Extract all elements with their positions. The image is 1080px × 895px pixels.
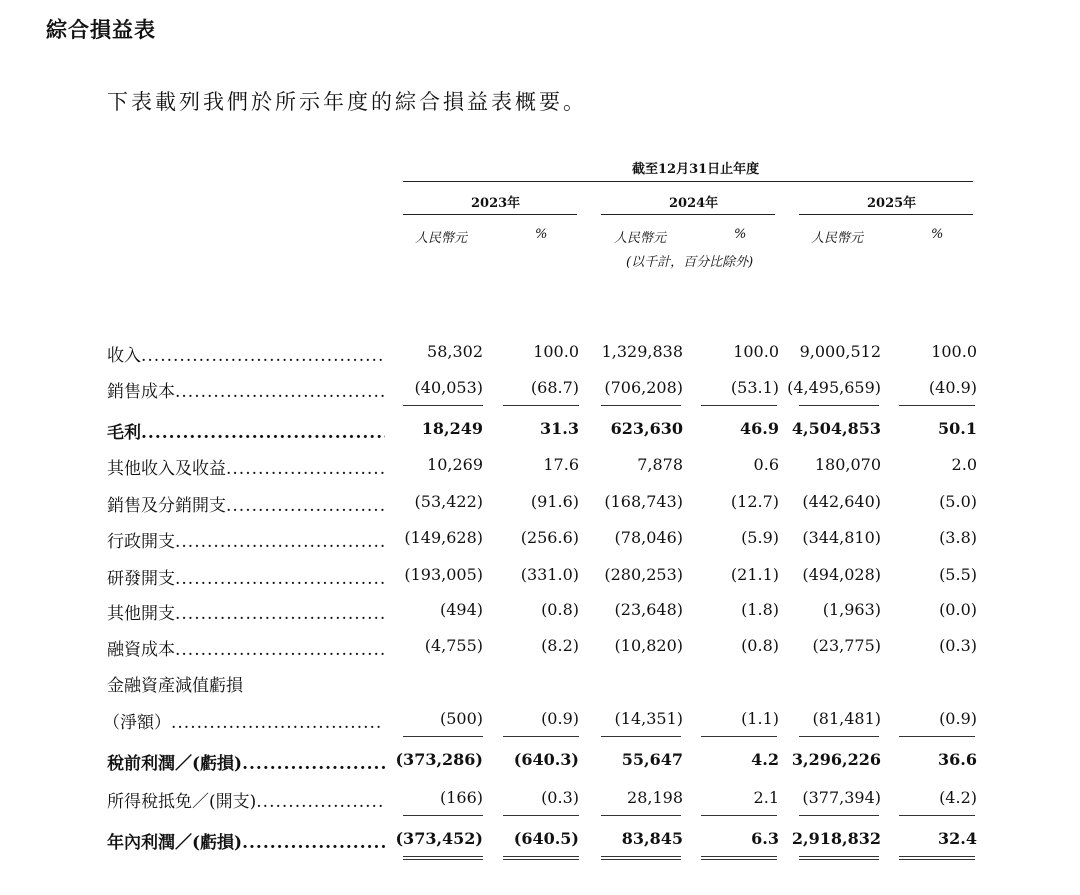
row-label: 年內利潤／(虧損) ..... [107, 828, 385, 853]
cell-2024-rmb: (280,253) [604, 565, 683, 584]
cell-2024-pct: 6.3 [751, 829, 779, 848]
row-revenue [0, 337, 1080, 367]
row-label: 行政開支 ..... [107, 527, 385, 552]
cell-2024-pct: (21.1) [730, 565, 779, 584]
subtotal-rule [403, 736, 483, 737]
total-double-rule [601, 856, 681, 860]
cell-2023-pct: (0.3) [541, 788, 579, 807]
row-profit-before-tax [0, 745, 1080, 775]
row-cost-of-sales [0, 373, 1080, 403]
cell-2025-rmb: (377,394) [802, 788, 881, 807]
subtotal-rule [503, 405, 579, 406]
cell-2023-pct: 31.3 [540, 419, 579, 438]
row-profit-for-year [0, 824, 1080, 854]
row-label: 稅前利潤／(虧損) ..... [107, 749, 385, 774]
cell-2023-rmb: (4,755) [424, 636, 483, 655]
cell-2023-rmb: (149,628) [404, 528, 483, 547]
cell-2025-rmb: (1,963) [822, 600, 881, 619]
cell-2023-rmb: (166) [439, 788, 483, 807]
subtotal-rule [403, 815, 483, 816]
subtotal-rule [799, 405, 879, 406]
currency-header-2025: 人民幣元 [811, 231, 864, 246]
cell-2023-pct: (640.5) [513, 829, 579, 848]
cell-2023-rmb: (193,005) [404, 565, 483, 584]
cell-2025-rmb: (4,495,659) [787, 378, 881, 397]
cell-2023-rmb: (40,053) [414, 378, 483, 397]
cell-2023-pct: (0.9) [541, 709, 579, 728]
cell-2025-rmb: 9,000,512 [799, 342, 881, 361]
percent-header-2024: % [734, 227, 747, 242]
cell-2025-rmb: (81,481) [812, 709, 881, 728]
cell-2024-rmb: 55,647 [621, 750, 683, 769]
row-label: （淨額） ..... [103, 708, 381, 733]
cell-2025-pct: 50.1 [938, 419, 977, 438]
row-label: 收入 ..... [107, 341, 385, 366]
percent-header-2023: % [535, 227, 548, 242]
row-label: 研發開支 ..... [107, 564, 385, 589]
row-label: 其他開支 ..... [107, 599, 385, 624]
subtotal-rule [601, 405, 681, 406]
cell-2024-pct: (5.9) [741, 528, 779, 547]
cell-2023-pct: (91.6) [530, 492, 579, 511]
total-double-rule [503, 856, 579, 860]
year-rule-2024 [601, 214, 775, 215]
year-rule-2025 [799, 214, 973, 215]
cell-2023-pct: (640.3) [513, 750, 579, 769]
header-rule-top [403, 181, 973, 182]
cell-2023-rmb: (494) [439, 600, 483, 619]
cell-2025-pct: (40.9) [928, 378, 977, 397]
cell-2023-pct: (0.8) [541, 600, 579, 619]
year-2025: 2025年 [867, 196, 917, 211]
cell-2024-pct: 0.6 [753, 455, 779, 474]
year-2024: 2024年 [669, 196, 719, 211]
cell-2024-pct: (1.1) [741, 709, 779, 728]
cell-2024-rmb: (168,743) [604, 492, 683, 511]
row-finance-costs [0, 631, 1080, 661]
row-impairment-heading [0, 667, 1080, 697]
currency-header-2024: 人民幣元 [614, 231, 667, 246]
cell-2024-rmb: (23,648) [614, 600, 683, 619]
total-double-rule [701, 856, 777, 860]
cell-2024-pct: (1.8) [741, 600, 779, 619]
total-double-rule [403, 856, 483, 860]
cell-2025-rmb: 2,918,832 [791, 829, 881, 848]
cell-2025-rmb: (23,775) [812, 636, 881, 655]
cell-2024-rmb: 7,878 [637, 455, 683, 474]
cell-2023-pct: (256.6) [520, 528, 579, 547]
cell-2025-pct: (5.0) [939, 492, 977, 511]
cell-2025-rmb: 180,070 [814, 455, 881, 474]
year-rule-2023 [403, 214, 577, 215]
subtotal-rule [601, 736, 681, 737]
cell-2025-rmb: (344,810) [802, 528, 881, 547]
unit-note: (以千計，百分比除外) [626, 255, 754, 270]
row-gross-profit [0, 414, 1080, 444]
cell-2023-rmb: (373,286) [395, 750, 483, 769]
cell-2024-pct: (12.7) [730, 492, 779, 511]
cell-2024-pct: (0.8) [741, 636, 779, 655]
row-label: 銷售及分銷開支 ..... [107, 491, 385, 516]
cell-2024-rmb: (78,046) [614, 528, 683, 547]
cell-2023-pct: 100.0 [533, 342, 579, 361]
cell-2024-rmb: (14,351) [614, 709, 683, 728]
cell-2025-rmb: (494,028) [802, 565, 881, 584]
cell-2024-pct: 4.2 [751, 750, 779, 769]
cell-2024-pct: 2.1 [753, 788, 779, 807]
cell-2025-rmb: 3,296,226 [791, 750, 881, 769]
intro-text: 下表載列我們於所示年度的綜合損益表概要。 [107, 90, 587, 114]
total-double-rule [799, 856, 879, 860]
cell-2025-pct: (3.8) [939, 528, 977, 547]
row-label: 毛利 ..... [107, 418, 385, 443]
subtotal-rule [899, 405, 975, 406]
subtotal-rule [601, 815, 681, 816]
cell-2024-rmb: (10,820) [614, 636, 683, 655]
row-label: 銷售成本 ..... [107, 377, 385, 402]
cell-2025-pct: (4.2) [939, 788, 977, 807]
row-admin-expenses [0, 523, 1080, 553]
year-2023: 2023年 [471, 196, 521, 211]
cell-2024-rmb: 623,630 [610, 419, 683, 438]
subtotal-rule [503, 815, 579, 816]
subtotal-rule [799, 815, 879, 816]
cell-2023-pct: 17.6 [543, 455, 579, 474]
subtotal-rule [503, 736, 579, 737]
row-label: 所得稅抵免／(開支) ..... [107, 787, 385, 812]
subtotal-rule [899, 815, 975, 816]
cell-2025-pct: (0.9) [939, 709, 977, 728]
row-rnd-expenses [0, 560, 1080, 590]
subtotal-rule [701, 815, 777, 816]
total-double-rule [899, 856, 975, 860]
cell-2024-pct: (53.1) [730, 378, 779, 397]
cell-2025-rmb: 4,504,853 [791, 419, 881, 438]
row-other-income [0, 450, 1080, 480]
cell-2024-rmb: 28,198 [627, 788, 683, 807]
row-other-expenses [0, 595, 1080, 625]
percent-header-2025: % [931, 227, 944, 242]
cell-2023-rmb: (53,422) [414, 492, 483, 511]
subtotal-rule [899, 736, 975, 737]
cell-2025-pct: 100.0 [931, 342, 977, 361]
cell-2025-pct: 32.4 [938, 829, 977, 848]
subtotal-rule [799, 736, 879, 737]
row-label: 其他收入及收益 ..... [107, 454, 385, 479]
cell-2023-pct: (68.7) [530, 378, 579, 397]
cell-2023-rmb: 18,249 [421, 419, 483, 438]
row-income-tax [0, 783, 1080, 813]
subtotal-rule [701, 736, 777, 737]
row-label: 金融資產減值虧損 [107, 676, 243, 696]
row-selling-expenses [0, 487, 1080, 517]
cell-2025-pct: 36.6 [938, 750, 977, 769]
currency-header-2023: 人民幣元 [415, 231, 468, 246]
cell-2023-rmb: (500) [439, 709, 483, 728]
cell-2023-pct: (331.0) [520, 565, 579, 584]
cell-2024-pct: 100.0 [733, 342, 779, 361]
period-header: 截至12月31日止年度 [632, 162, 760, 177]
cell-2023-rmb: (373,452) [395, 829, 483, 848]
cell-2025-pct: (0.0) [939, 600, 977, 619]
cell-2024-pct: 46.9 [740, 419, 779, 438]
cell-2024-rmb: (706,208) [604, 378, 683, 397]
section-title: 綜合損益表 [46, 18, 156, 42]
subtotal-rule [701, 405, 777, 406]
cell-2025-pct: (0.3) [939, 636, 977, 655]
cell-2023-rmb: 58,302 [427, 342, 483, 361]
cell-2024-rmb: 83,845 [621, 829, 683, 848]
subtotal-rule [403, 405, 483, 406]
row-impairment-net [0, 704, 1080, 734]
cell-2025-pct: 2.0 [951, 455, 977, 474]
cell-2023-rmb: 10,269 [427, 455, 483, 474]
cell-2024-rmb: 1,329,838 [601, 342, 683, 361]
row-label: 融資成本 ..... [107, 635, 385, 660]
cell-2023-pct: (8.2) [541, 636, 579, 655]
cell-2025-rmb: (442,640) [802, 492, 881, 511]
cell-2025-pct: (5.5) [939, 565, 977, 584]
